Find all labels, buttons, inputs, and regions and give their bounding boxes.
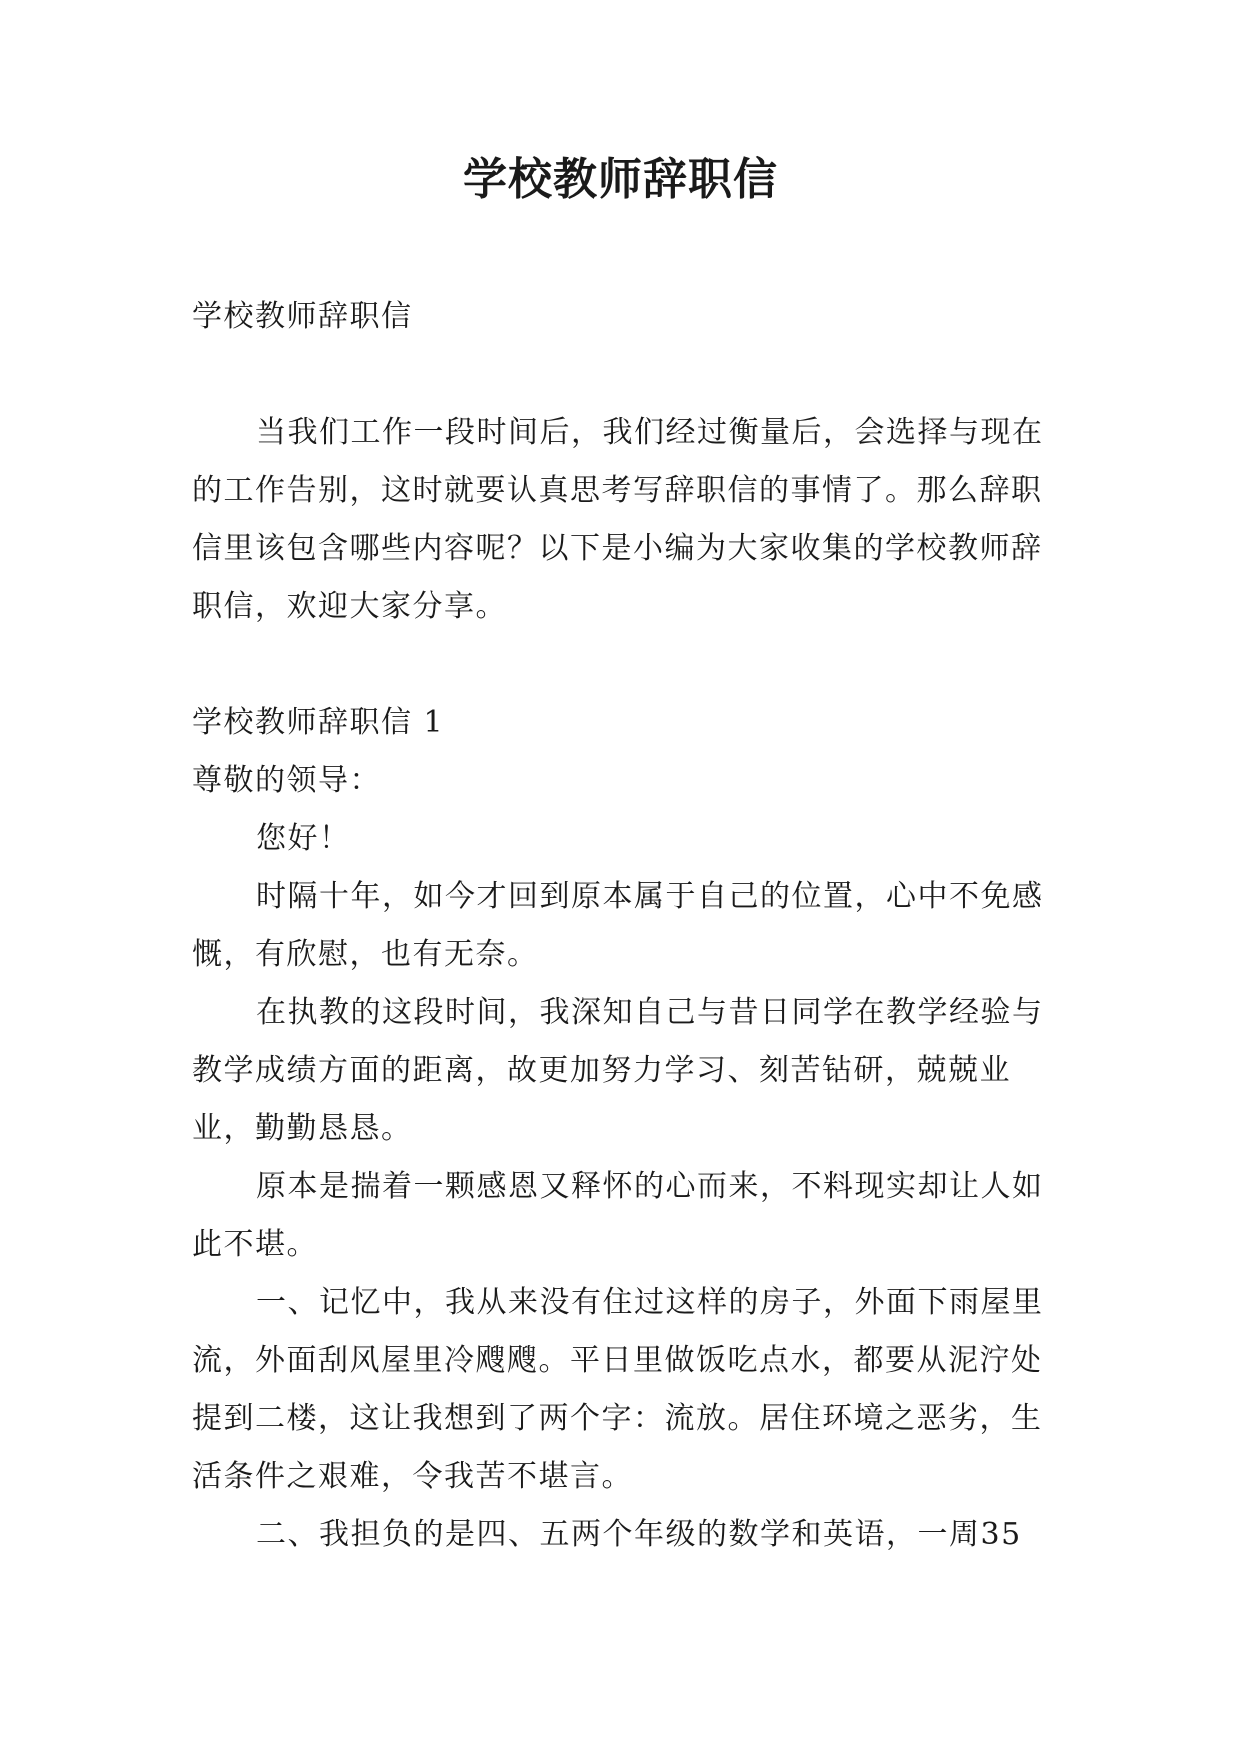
- body-paragraph: 一、记忆中，我从来没有住过这样的房子，外面下雨屋里流，外面刮风屋里冷飕飕。平日里做饭吃点水，都要从泥泞处提到二楼，这让我想到了两个字：流放。居住环境之恶劣，生活条件之艰难，令我苦不堪言。: [192, 1285, 1044, 1494]
- document-body: [192, 288, 1050, 1564]
- document-title: 学校教师辞职信: [463, 154, 778, 205]
- greeting: 您好！: [256, 821, 351, 856]
- spacer: [192, 346, 1050, 404]
- body-paragraph: 原本是揣着一颗感恩又释怀的心而来，不料现实却让人如此不堪。: [192, 1169, 1044, 1262]
- body-paragraph: 时隔十年，如今才回到原本属于自己的位置，心中不免感慨，有欣慰，也有无奈。: [192, 879, 1044, 972]
- intro-paragraph: 当我们工作一段时间后，我们经过衡量后，会选择与现在的工作告别，这时就要认真思考写辞职信的事情了。那么辞职信里该包含哪些内容呢？以下是小编为大家收集的学校教师辞职信，欢迎大家分享。: [192, 415, 1044, 624]
- spacer: [192, 636, 1050, 694]
- section-heading: 学校教师辞职信 1: [192, 705, 445, 740]
- body-paragraph: 二、我担负的是四、五两个年级的数学和英语，一周35: [256, 1517, 1022, 1552]
- body-paragraph: 在执教的这段时间，我深知自己与昔日同学在教学经验与教学成绩方面的距离，故更加努力学习、刻苦钻研，兢兢业业，勤勤恳恳。: [192, 995, 1044, 1146]
- salutation: 尊敬的领导：: [192, 763, 381, 798]
- document-subtitle: 学校教师辞职信: [192, 299, 413, 334]
